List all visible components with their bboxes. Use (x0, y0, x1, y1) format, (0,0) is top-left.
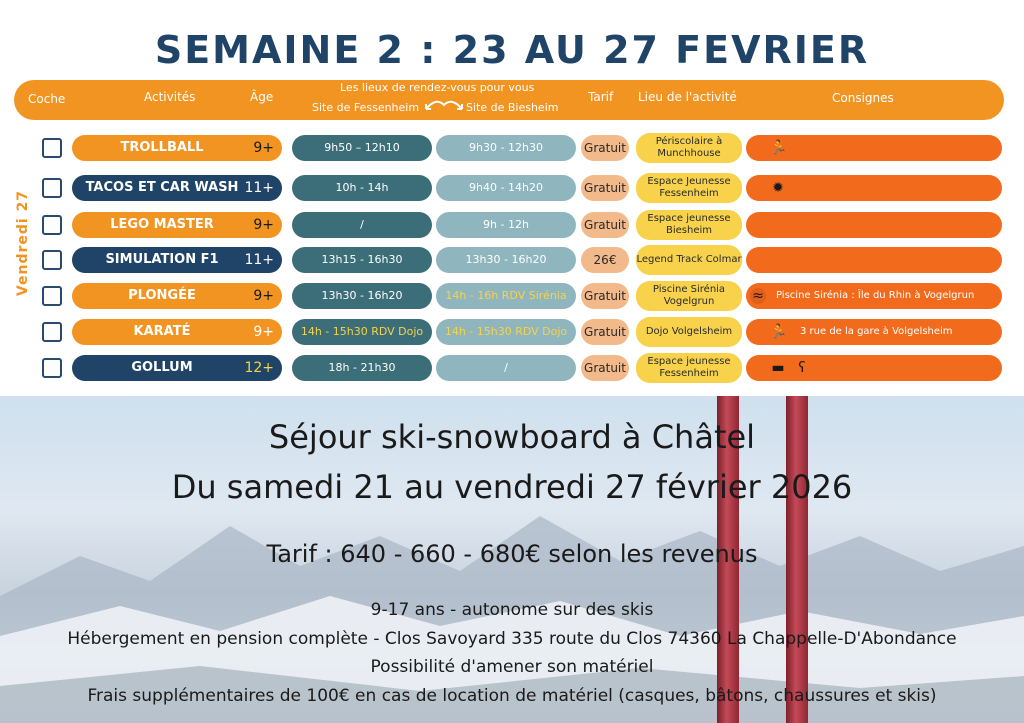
consigne-pill (746, 135, 1002, 161)
header-coche: Coche (28, 92, 66, 106)
table-header (14, 80, 1004, 120)
table-row (0, 135, 1024, 161)
virus-icon: ✹ (772, 180, 784, 196)
activity-age: 11+ (244, 252, 274, 268)
sejour-title: Séjour ski-snowboard à Châtel (268, 418, 756, 456)
activity-age: 9+ (253, 324, 274, 340)
header-activites: Activités (144, 90, 196, 104)
sandwich-icon: ▬ (771, 360, 785, 376)
activity-checkbox[interactable] (42, 178, 62, 198)
activity-name: GOLLUM (131, 360, 193, 375)
sejour-tarif: Tarif : 640 - 660 - 680€ selon les revenus (266, 540, 758, 568)
activity-age: 9+ (253, 140, 274, 156)
activity-pill (72, 247, 282, 273)
activity-checkbox[interactable] (42, 215, 62, 235)
activity-name: LEGO MASTER (110, 217, 214, 232)
activity-location: Piscine Sirénia Vogelgrun (636, 281, 742, 311)
activity-name: PLONGÉE (128, 288, 196, 303)
time-fessenheim: 13h30 - 16h20 (292, 283, 432, 309)
activity-checkbox[interactable] (42, 322, 62, 342)
activity-age: 11+ (244, 180, 274, 196)
time-fessenheim: 9h50 – 12h10 (292, 135, 432, 161)
time-biesheim: 14h - 15h30 RDV Dojo (436, 319, 576, 345)
activity-location: Espace Jeunesse Fessenheim (636, 173, 742, 203)
activity-location: Espace jeunesse Fessenheim (636, 353, 742, 383)
activity-pill (72, 355, 282, 381)
activity-name: TROLLBALL (120, 140, 204, 155)
sejour-dates: Du samedi 21 au vendredi 27 février 2026 (171, 468, 853, 506)
page-title: SEMAINE 2 : 23 AU 27 FEVRIER (154, 28, 870, 72)
teddy-bear-icon: ʕ (798, 360, 806, 376)
time-biesheim: 9h40 - 14h20 (436, 175, 576, 201)
consigne-text: 3 rue de la gare à Volgelsheim (800, 326, 953, 337)
activity-pill (72, 212, 282, 238)
header-consignes: Consignes (832, 91, 894, 105)
day-label: Vendredi 27 (15, 189, 31, 297)
time-biesheim: 9h30 - 12h30 (436, 135, 576, 161)
activity-pill (72, 283, 282, 309)
time-fessenheim: 18h - 21h30 (292, 355, 432, 381)
time-fessenheim: 10h - 14h (292, 175, 432, 201)
tarif-badge: Gratuit (581, 283, 629, 309)
table-row (0, 319, 1024, 345)
time-fessenheim: / (292, 212, 432, 238)
consigne-pill (746, 355, 1002, 381)
tarif-badge: Gratuit (581, 135, 629, 161)
time-fessenheim: 14h - 15h30 RDV Dojo (292, 319, 432, 345)
sejour-detail: Frais supplémentaires de 100€ en cas de location de matériel (casques, bâtons, chaussures et skis) (87, 686, 937, 706)
activity-pill (72, 319, 282, 345)
activity-location: Legend Track Colmar (636, 245, 742, 275)
activity-name: KARATÉ (133, 324, 191, 339)
time-biesheim: 9h - 12h (436, 212, 576, 238)
header-lieux-title: Les lieux de rendez-vous pour vous (340, 81, 535, 94)
tarif-badge: Gratuit (581, 175, 629, 201)
consigne-text: Piscine Sirénia : Île du Rhin à Vogelgrun (776, 290, 975, 301)
activity-name: TACOS ET CAR WASH (85, 180, 239, 195)
tarif-badge: 26€ (581, 247, 629, 273)
sejour-detail: Hébergement en pension complète - Clos Savoyard 335 route du Clos 74360 La Chappelle-D'Abondance (67, 629, 957, 649)
activity-age: 12+ (244, 360, 274, 376)
tarif-badge: Gratuit (581, 212, 629, 238)
activity-location: Dojo Volgelsheim (636, 317, 742, 347)
time-fessenheim: 13h15 - 16h30 (292, 247, 432, 273)
running-icon: 🏃 (770, 324, 788, 340)
time-biesheim: 14h - 16h RDV Sirénia (436, 283, 576, 309)
consigne-pill (746, 247, 1002, 273)
consigne-pill (746, 283, 1002, 309)
activity-name: SIMULATION F1 (105, 252, 219, 267)
activity-checkbox[interactable] (42, 138, 62, 158)
header-site-fessenheim: Site de Fessenheim (312, 101, 420, 114)
activity-checkbox[interactable] (42, 286, 62, 306)
activity-location: Périscolaire à Munchhouse (636, 133, 742, 163)
activity-age: 9+ (253, 288, 274, 304)
header-tarif: Tarif (588, 90, 614, 104)
activity-location: Espace jeunesse Biesheim (636, 210, 742, 240)
time-biesheim: / (436, 355, 576, 381)
table-row (0, 212, 1024, 238)
consigne-pill (746, 212, 1002, 238)
consigne-pill (746, 175, 1002, 201)
header-site-biesheim: Site de Biesheim (466, 101, 559, 114)
header-age: Âge (250, 90, 274, 104)
time-biesheim: 13h30 - 16h20 (436, 247, 576, 273)
activity-pill (72, 135, 282, 161)
swim-icon: ≈ (750, 288, 766, 304)
header-lieu: Lieu de l'activité (638, 90, 737, 104)
table-row (0, 247, 1024, 273)
sejour-detail: 9-17 ans - autonome sur des skis (370, 600, 654, 620)
running-icon: 🏃 (770, 140, 788, 156)
activity-pill (72, 175, 282, 201)
table-row (0, 355, 1024, 381)
table-row (0, 175, 1024, 201)
activity-age: 9+ (253, 217, 274, 233)
consigne-pill (746, 319, 1002, 345)
activity-checkbox[interactable] (42, 250, 62, 270)
sejour-detail: Possibilité d'amener son matériel (370, 657, 654, 677)
swap-arrows-icon (424, 95, 464, 113)
activity-checkbox[interactable] (42, 358, 62, 378)
tarif-badge: Gratuit (581, 319, 629, 345)
tarif-badge: Gratuit (581, 355, 629, 381)
table-row (0, 283, 1024, 309)
